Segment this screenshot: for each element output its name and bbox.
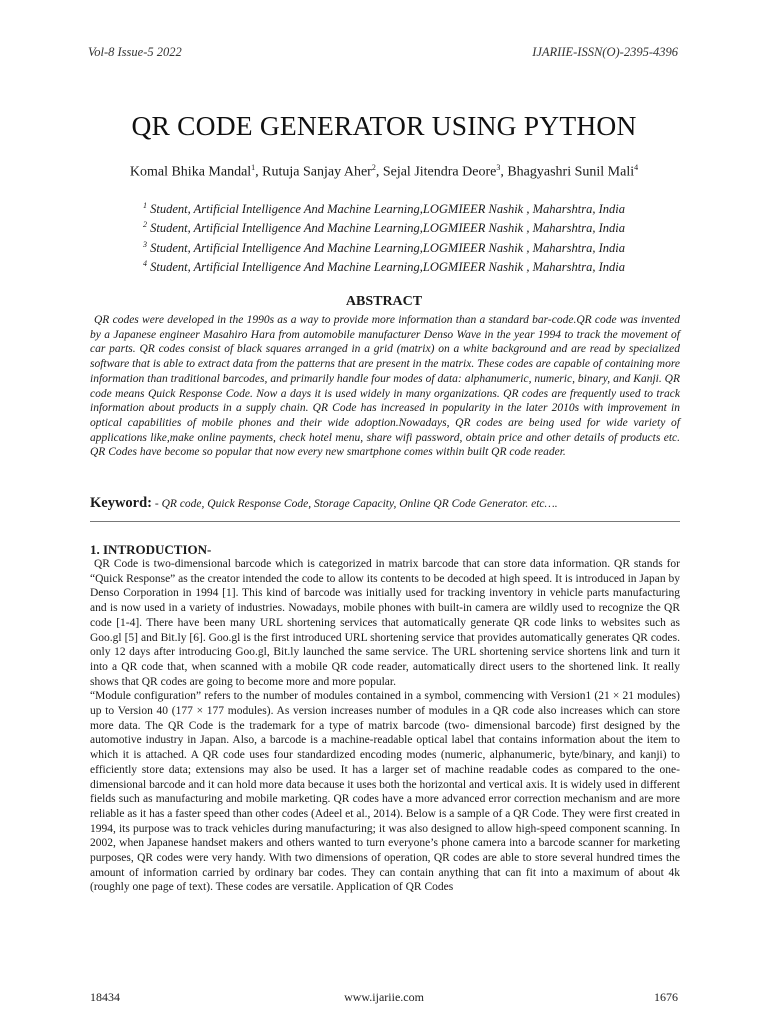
author-name: Bhagyashri Sunil Mali [507,164,635,180]
keyword-dash: - [152,498,162,510]
author-superscript: 4 [634,163,639,172]
affiliation: $^1$ Student, Artificial Intelligence And Machine Learning,LOGMIEER Nashik , Maharshtra, India [143,201,625,217]
footer-page-number: 1676 [654,990,678,1004]
author-name: Komal Bhika Mandal [129,164,252,180]
header-issn: IJARIIE-ISSN(O)-2395-4396 [532,45,678,59]
affiliation: $^4$ Student, Artificial Intelligence And Machine Learning,LOGMIEER Nashik , Maharshtra, India [143,259,625,275]
paper-title: QR CODE GENERATOR USING PYTHON [131,110,637,141]
abstract-heading: ABSTRACT [345,294,423,309]
author-list: Komal Bhika Mandal$^1$, Rutuja Sanjay Aher$^2$, Sejal Jitendra Deore$^3$, Bhagyashri Sunil Mali$^4$ [129,163,639,180]
footer-website: www.ijariie.com [344,990,424,1004]
keyword-label: Keyword: [90,495,153,511]
body-paragraph: “Module configuration” refers to the number of modules contained in a symbol, commencing with Version1 (21 × 21 modules) up to Version 40 (177 × 177 modules). As version increases number of modules in a QR code also increases which can store more data. The QR Code is the trademark for a type of matrix barcode (two- dimensional barcode) first designed by the automotive industry in Japan. Also, a barcode is a machine-readable optical label that contains information about the item to which it is attached. A QR code uses four standardized encoding modes (numeric, alphanumeric, byte/binary, and kanji) to efficiently store data; extensions may also be used. It has a larger set of machine readable codes as compared to the one-dimensional barcode and it can hold more data because it uses both the horizontal and vertical axis. It is widely used in different fields such as manufacturing and mobile marketing. QR codes have a more advanced error correction mechanism and are more reliable as it has a faster speed than other codes (Adeel et al., 2014). Below is a sample of a QR Code. They were first created in 1994, its purpose was to track vehicles during manufacturing; it was also designed to allow high-speed component scanning. In 2002, when Japanese handset makers and others wanted to turn everyone’s phone camera into a barcode scanner for marketing purposes, QR codes were very handy. With two dimensions of operation, QR codes are able to store several hundred times the amount of information carried by ordinary bar codes. They can contain anything that can fit into a maximum of about 4k (roughly one page of text). These codes are versatile. Application of QR Codes [90,690,680,894]
author-superscript: 2 [371,163,376,172]
author-name: Sejal Jitendra Deore [382,164,497,180]
author-name: Rutuja Sanjay Aher [262,164,372,180]
keyword-line [90,495,680,512]
section-divider [90,521,680,522]
introduction-body [90,557,680,895]
affiliation: $^2$ Student, Artificial Intelligence And Machine Learning,LOGMIEER Nashik , Maharshtra, India [143,220,625,236]
abstract-text: QR codes were developed in the 1990s as a way to provide more information than a standard bar-code.QR code was invented by a Japanese engineer Masahiro Hara from automobile manufacturer Denso Wave in the year 1994 to track the movement of car parts. QR codes consist of black squares arranged in a grid (matrix) on a white background and are read by specialized software that is able to extract data from the patterns that are present in the matrix. These codes are capable of containing more information than traditional barcodes, and primarily handle four modes of data: alphanumeric, numeric, binary, and Kanji. QR code means Quick Response Code. Now a days it is used widely in many organizations. QR codes are frequently used to track information about products in a supply chain. QR Code has increased in popularity in the later 2010s with improvement in optical capabilities of mobile phones and their wide adoption.Nowadays, QR codes are being used for wide variety of applications like,make online payments, check hotel menu, share wifi password, obtain price and other details of products etc. QR Codes have become so popular that now every new smartphone comes within built QR code reader. [90,314,680,459]
body-paragraph: QR Code is two-dimensional barcode which is categorized in matrix barcode that can store data information. QR stands for “Quick Response” as the creator intended the code to allow its contents to be decoded at high speed. It is introduced in Japan by Denso Corporation in 1994 [1]. This kind of barcode was initially used for tracking inventory in vehicle parts manufacturing and is now used in a variety of industries. Nowadays, mobile phones with built-in camera are wildly used to recognize the QR code [1-4]. There have been many URL shortening services that automatically generate QR code links to websites such as Goo.gl [5] and Bit.ly [6]. Goo.gl is the first introduced URL shortening service that provides automatically generates QR codes. only 12 days after introducing Goo.gl, Bit.ly launched the same service. The URL shortening service shortens link and turn it into a QR code that, when scanned with a mobile QR code reader, automatically direct users to the shortened link. It really shows that QR codes are going to become more and more popular. [90,558,680,688]
keyword-text: QR code, Quick Response Code, Storage Capacity, Online QR Code Generator. etc…. [161,498,558,510]
footer-page-id: 18434 [90,990,120,1004]
affiliation: $^3$ Student, Artificial Intelligence And Machine Learning,LOGMIEER Nashik , Maharshtra, India [143,239,625,255]
header-volume: Vol-8 Issue-5 2022 [88,45,182,59]
author-superscript: 3 [496,163,501,172]
affiliation-list [0,198,768,275]
author-superscript: 1 [251,163,256,172]
introduction-heading: 1. INTRODUCTION- [90,542,212,557]
